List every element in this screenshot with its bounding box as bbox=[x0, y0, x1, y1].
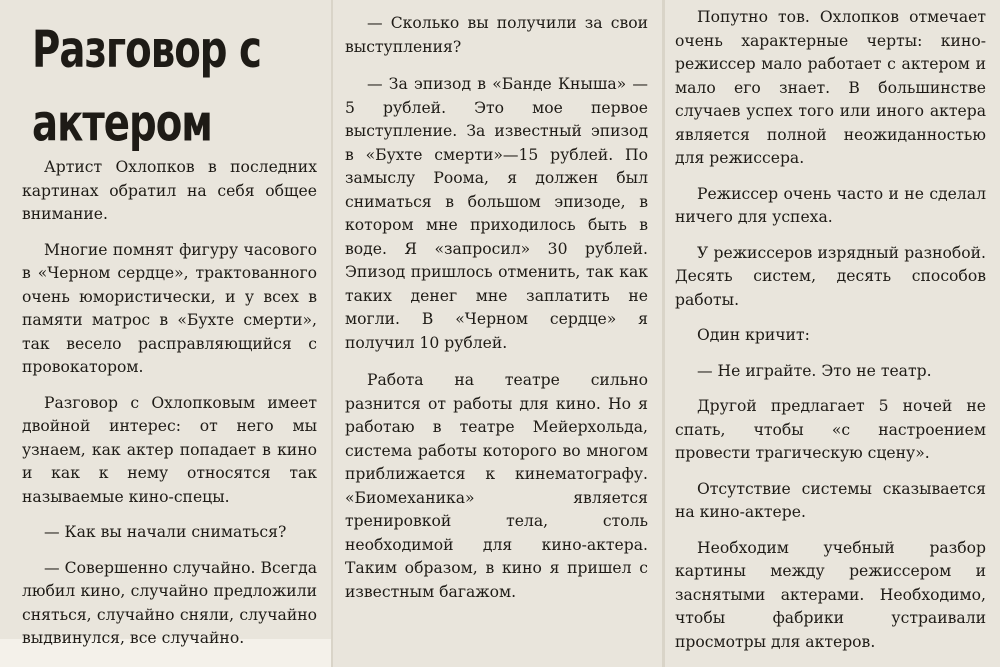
paragraph: Разговор с Охлопковым имеет двойной интерес: от него мы узнаем, как актер попадает в кино и как к нему относятся так называемые кино-спецы. bbox=[22, 393, 317, 506]
paragraph: — За эпизод в «Банде Кныша» — 5 рублей. Это мое первое выступление. За известный эпизод в «Бухте смерти»—15 рублей. По замыслу Роома, я должен был сниматься в большом эпизоде, в котором мне приходилось быть в воде. Я «запросил» 30 рублей. Эпизод пришлось отменить, так как таких денег мне заплатить не могли. В «Черном сердце» я получил 10 рублей. bbox=[345, 75, 648, 352]
paragraph: Попутно тов. Охлопков отмечает очень характерные черты: кино-режиссер мало работает с актером и мало его знает. В большинстве случаев успех того или иного актера является полной неожиданностью для режиссера. bbox=[675, 8, 986, 167]
paragraph: Отсутствие системы сказывается на кино-актере. bbox=[675, 479, 986, 521]
paragraph: Необходим учебный разбор картины между режиссером и заснятыми актерами. Необходимо, чтобы фабрики устраивали просмотры для актеров. bbox=[675, 538, 986, 651]
paragraph: — Сколько вы получили за свои выступления? bbox=[345, 14, 648, 56]
paragraph: — Совершенно случайно. Всегда любил кино, случайно предложили сняться, случайно сняли, случайно выдвинулся, все случайно. bbox=[22, 558, 317, 647]
paragraph: Работа на театре сильно разнится от работы для кино. Но я работаю в театре Мейерхольда, система работы которого во многом приближается к кинематографу. «Биомеханика» является тренировкой тела, столь необходимой для кино-актера. Таким образом, в кино я пришел с известным багажом. bbox=[345, 371, 648, 601]
article-column-3 bbox=[665, 0, 1000, 667]
paragraph: — Как вы начали сниматься? bbox=[44, 523, 287, 541]
paragraph: Режиссер очень часто и не сделал ничего для успеха. bbox=[675, 184, 986, 226]
paragraph: Один кричит: bbox=[697, 326, 810, 344]
paragraph: У режиссеров изрядный разнобой. Десять систем, десять способов работы. bbox=[675, 243, 986, 309]
paragraph: Многие помнят фигуру часового в «Черном сердце», трактованного очень юмористически, и у всех в памяти матрос в «Бухте смерти», так весело расправляющийся с провокатором. bbox=[22, 240, 317, 376]
article-column-2 bbox=[333, 0, 662, 667]
paragraph: Другой предлагает 5 ночей не спать, чтобы «с настроением провести трагическую сцену». bbox=[675, 397, 986, 462]
paragraph: — Не играйте. Это не театр. bbox=[697, 361, 932, 380]
article-title: Разговор с актером bbox=[32, 21, 261, 154]
article-column-1 bbox=[0, 0, 331, 647]
paragraph: Артист Охлопков в последних картинах обратил на себя общее внимание. bbox=[22, 158, 317, 223]
